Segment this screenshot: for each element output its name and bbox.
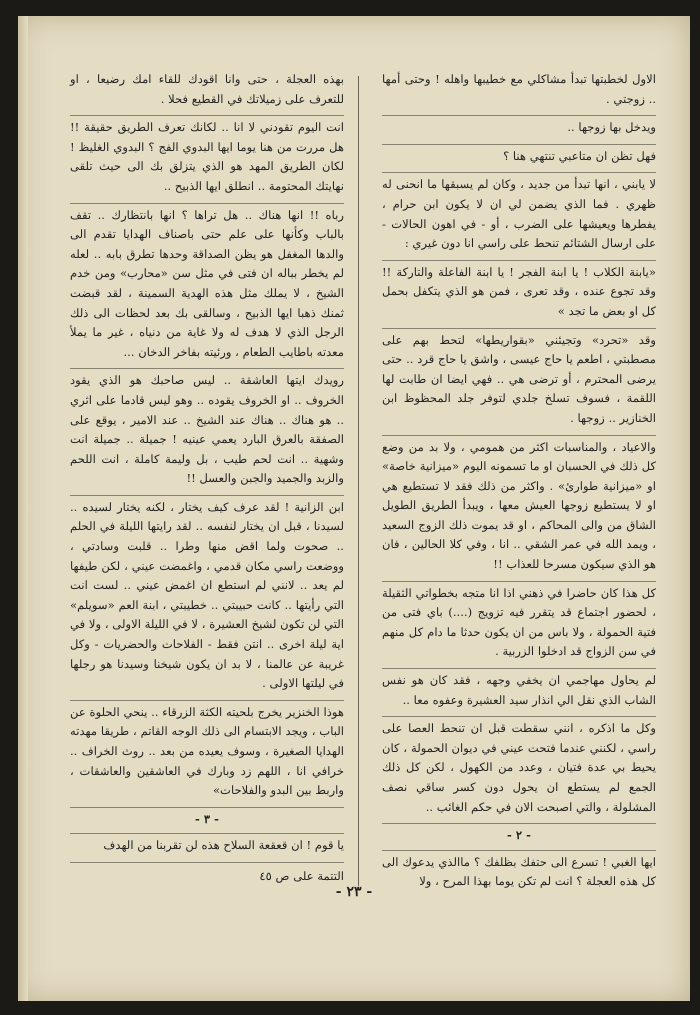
paragraph: والاعياد ، والمناسبات اكثر من همومي ، ولا بد من وضع كل ذلك في الحسبان او ما تسمونه اليوم «ميزانية خاصة» او «ميزانية طوارئ» . واكثر من ذلك فقد لا تستطيع هي او لا يستطيع زوجها العيش معها ، ويبدأ الطريق الطويل الشاق من والى المحاكم ، او قد يموت ذلك الزوج السعيد ، ويمد الله في عمر الشقي .. انا ، وفي كلا الحالين ، فان هو الذي سيكون مسرحا للعذاب !! <box>382 435 656 575</box>
paragraph: يا قوم ! ان قعقعة السلاح هذه لن تقربنا من الهدف <box>70 833 344 856</box>
section-mark: - ٣ - <box>70 807 344 830</box>
magazine-page <box>18 16 690 1001</box>
continuation-note: التتمة على ص ٤٥ <box>70 862 344 887</box>
page-number: - ٢٣ - <box>335 884 373 900</box>
paragraph: رباه !! انها هناك .. هل تراها ؟ انها بانتظارك .. تقف بالباب وكأنها على علم حتى باصناف الهدايا تقدم الى والدها المغفل هو يظن الصداقة وحدها تطرق بابه .. لعله لم يخطر بباله ان فتى في مثل سن «محارب» ومن خدم الشيخ ، لا يملك مثل هذه الهدية السمينة ، لقد قبضت ثمنك ذهبا ايها الذبيح ، وسالقى بك بعد لحظات الى ذلك الرجل الذي لا هدف له ولا غاية من دنياه ، غير ما يملأ معدته باطايب الطعام ، ورئيته بفاخر الدخان ... <box>70 203 344 363</box>
paragraph: بهذه العجلة ، حتى وانا اقودك للقاء امك رضيعا ، او للتعرف على زميلاتك في القطيع فحلا . <box>70 72 344 106</box>
left-column <box>70 68 344 887</box>
section-mark: - ٢ - <box>382 823 656 846</box>
paragraph: ابن الزانية ! لقد عرف كيف يختار ، لكنه يختار لسيده .. لسيدنا ، قبل ان يختار لنفسه .. لقد رايتها الليلة في الحلم .. صحوت ولما اقض منها وطرا .. قلبت وسادتي ، ووضعت راسي مكان قدمي ، واغمضت عيني ، لكن طيفها لم يعد .. لانني لم استطع ان اغمض عيني .. لست انت التي رأيتها .. كانت حبيبتي .. خطيبتي ، ابنة العم «سويلم» التي لن تكون لشيخ العشيرة ، لا في الليلة الاولى ، ولا في اية ليلة اخرى .. انتن فقط - الفلاحات والحضريات - وكل غريبة عن عالمنا ، لا بد ان يكون شيخنا وسيدنا هو رجلها في ليلتها الاولى . <box>70 495 344 694</box>
paragraph: وكل ما اذكره ، انني سقطت قبل ان تنحط العصا على راسي ، لكنني عندما فتحت عيني في ديوان الحمولة ، كان يحيط بي عدة فتيان ، وعدد من الكهول ، لكن كل ذلك الجمع لم يستطع ان يحول دون كسر ساقي نصف المشلولة ، والتي اصبحت الان في حكم الغائب .. <box>382 716 656 817</box>
paragraph: كل هذا كان حاضرا في ذهني اذا انا متجه بخطواتي الثقيلة ، لحضور اجتماع قد يتقرر فيه تزويج (....) باي فتى من فتية الحمولة ، ولا باس من ان يكون حدثا ما دام كل منهم في سن الزواج قد ادخلوا الزربية . <box>382 581 656 662</box>
paragraph: لم يحاول مهاجمي ان يخفي وجهه ، فقد كان هو نفس الشاب الذي نقل الي انذار سيد العشيرة وعفوه معا .. <box>382 668 656 710</box>
page-spine <box>18 16 28 1001</box>
paragraph: انت اليوم تقودني لا انا .. لكانك تعرف الطريق حقيقة !! هل مررت من هنا يوما ايها البدوي الفج ؟ البدوي الغليظ ! لكان الطريق المهد هو الذي يتزلق بك الى حيث تلقى نهايتك المحتومة .. انطلق ايها الذبيح .. <box>70 115 344 196</box>
paragraph: هوذا الخنزير يخرج بلحيته الكثة الزرقاء .. ينحي الحلوة عن الباب ، ويجد الابتسام الى ذلك الوجه القاتم ، طريقا مهدته الهدايا الصغيرة ، وسوف يعيده من بعد .. روث الخراف .. خرافي انا ، اللهم زد وبارك في العاشقين والعاشقات ، واربط بين البدو والفلاحات» <box>70 700 344 801</box>
paragraph: لا يابني ، انها تبدأ من جديد ، وكان لم يسبقها ما انحنى له ظهري . فما الذي يضمن لي ان لا يكون ابن حرام ، يفطرها ويعيشها على الضرب ، أو - في اهون الحالات - على ارسال الشتائم تنحط على راسي انا دون غيري : <box>382 172 656 253</box>
right-column <box>382 68 656 898</box>
paragraph: «يابنة الكلاب ! يا ابنة الفجر ! يا ابنة الفاعلة والتاركة !! وقد تجوع عنده ، وقد تعرى ، فمن هو الذي يتكفل بحمل كل او بعض ما تجد » <box>382 260 656 322</box>
paragraph: ويدخل بها زوجها .. <box>382 115 656 138</box>
paragraph: فهل تظن ان متاعبي تنتهي هنا ؟ <box>382 144 656 167</box>
paragraph: وقد «تحرد» وتجيئني «بقواريطها» لتحط بهم على مصطبتي ، اطعم يا حاج عيسى ، واشق يا حاج قرد .. حتى يرضى المحترم ، أو ترضى هي .. فهي ايضا ان طابت لها اللقمة ، فسوف تسلخ جلدي لتوفر جلد المحظوظ ابن الخنازير .. زوجها . <box>382 328 656 429</box>
paragraph: ايها الغبي ! تسرع الى حتفك بظلفك ؟ ماالذي يدعوك الى كل هذه العجلة ؟ انت لم تكن يوما بهذا المرح ، ولا <box>382 850 656 892</box>
column-divider <box>358 76 359 886</box>
paragraph: الاول لخطبتها تبدأ مشاكلي مع خطيبها واهله ! وحتى أمها .. زوجتي . <box>382 72 656 106</box>
paragraph: رويدك ايتها العاشقة .. ليس صاحبك هو الذي يقود الخروف .. او الخروف يقوده .. وهو ليس قادما على اثري .. هو هناك .. هناك عند الشيخ .. عند الامير ، يوقع على الصفقة بالعرق البارد يعمي عينيه ! جميلة .. جميلة انت وشهية .. انت لحم طيب ، بل وليمة كاملة ، انت اللحم والزبد والجميد والجبن والعسل !! <box>70 368 344 489</box>
